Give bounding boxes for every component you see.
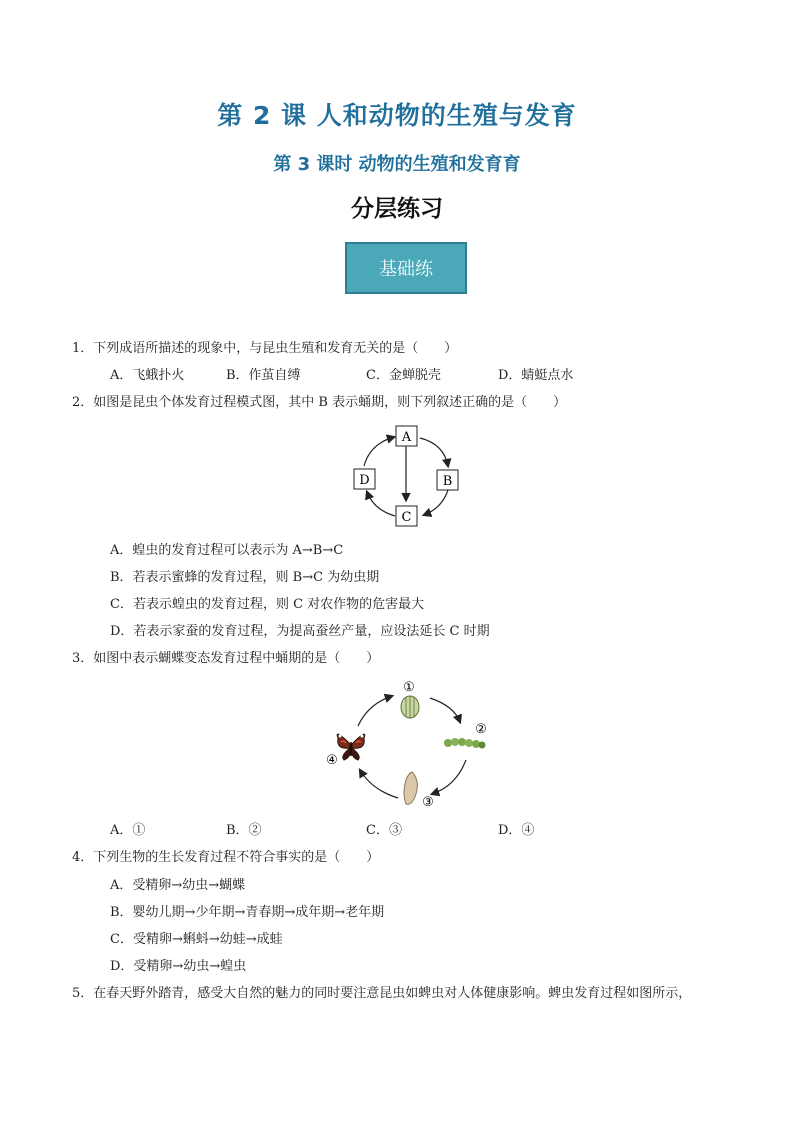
stage-box-b <box>437 470 458 490</box>
stage-box-a <box>396 426 417 446</box>
question-2-option-a: A．蝗虫的发育过程可以表示为 A→B→C <box>110 543 344 558</box>
section-label: 基础练 <box>379 259 433 280</box>
question-3-option-c: C．③ <box>366 823 402 838</box>
stage-label-d: D <box>359 473 370 488</box>
stage-box-c <box>396 506 417 526</box>
caterpillar-icon <box>444 738 486 749</box>
question-1-stem: 1．下列成语所描述的现象中，与昆虫生殖和发育无关的是（ ） <box>72 341 458 356</box>
question-2-option-b: B．若表示蜜蜂的发育过程，则 B→C 为幼虫期 <box>110 570 380 585</box>
question-1-option-a: A．飞蛾扑火 <box>110 368 185 383</box>
question-3-option-b: B．② <box>226 823 262 838</box>
stage-marker-4: ④ <box>326 753 338 768</box>
question-3-stem: 3．如图中表示蝴蝶变态发育过程中蛹期的是（ ） <box>72 651 380 666</box>
question-2-option-d: D．若表示家蚕的发育过程，为提高蚕丝产量，应设法延长 C 时期 <box>110 624 490 639</box>
stage-marker-3: ③ <box>422 795 434 810</box>
practice-title: 分层练习 <box>351 196 443 222</box>
question-4-option-c: C．受精卵→蝌蚪→幼蛙→成蛙 <box>110 932 283 947</box>
insect-development-cycle-diagram <box>340 420 470 532</box>
pupa-icon <box>404 772 417 804</box>
question-1-option-d: D．蜻蜓点水 <box>498 368 574 383</box>
stage-label-a: A <box>401 430 412 445</box>
egg-icon <box>401 696 419 718</box>
stage-marker-1: ① <box>403 680 415 695</box>
lesson-title: 第 2 课 人和动物的生殖与发育 <box>217 101 577 130</box>
question-4-option-d: D．受精卵→幼虫→蝗虫 <box>110 959 247 974</box>
stage-marker-2: ② <box>475 722 487 737</box>
question-1-option-b: B．作茧自缚 <box>226 368 301 383</box>
question-3-option-a: A．① <box>110 823 146 838</box>
section-label-box <box>345 242 467 294</box>
butterfly-metamorphosis-diagram <box>320 676 500 812</box>
question-5-stem: 5．在春天野外踏青，感受大自然的魅力的同时要注意昆虫如蜱虫对人体健康影响。蜱虫发育过程如图所示， <box>72 986 692 1001</box>
period-title: 第 3 课时 动物的生殖和发育育 <box>273 154 521 175</box>
stage-label-c: C <box>401 510 412 525</box>
question-1-option-c: C．金蝉脱壳 <box>366 368 441 383</box>
question-4-stem: 4．下列生物的生长发育过程不符合事实的是（ ） <box>72 850 380 865</box>
question-4-option-a: A．受精卵→幼虫→蝴蝶 <box>110 878 246 893</box>
question-3-option-d: D．④ <box>498 823 535 838</box>
butterfly-icon <box>337 734 365 760</box>
question-2-option-c: C．若表示蝗虫的发育过程，则 C 对农作物的危害最大 <box>110 597 425 612</box>
stage-box-d <box>354 469 375 489</box>
question-4-option-b: B．婴幼儿期→少年期→青春期→成年期→老年期 <box>110 905 385 920</box>
question-2-stem: 2．如图是昆虫个体发育过程模式图，其中 B 表示蛹期，则下列叙述正确的是（ ） <box>72 395 567 410</box>
stage-label-b: B <box>442 474 453 489</box>
